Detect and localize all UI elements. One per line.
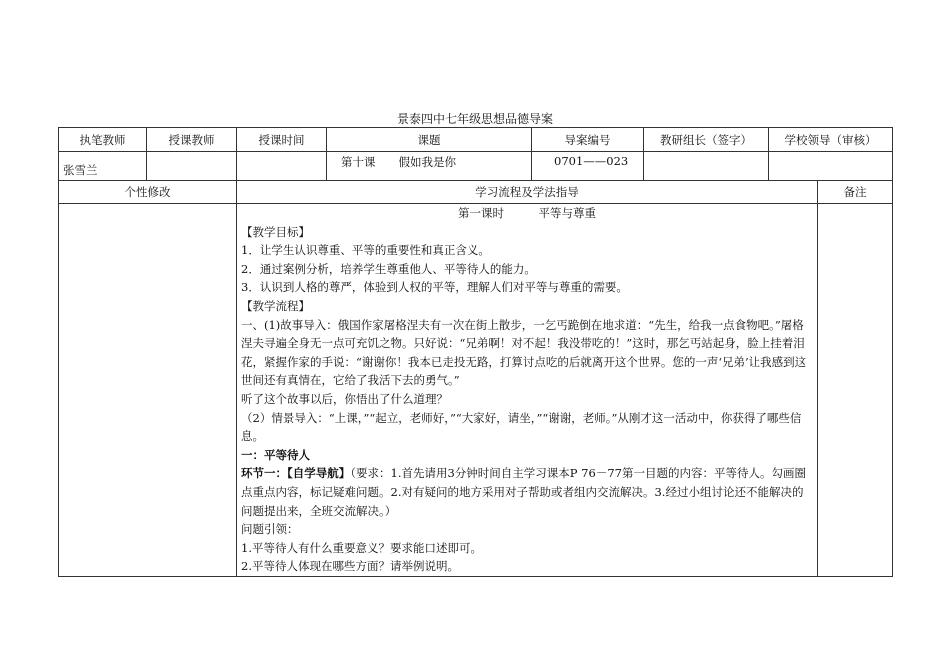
header-topic: 课题 — [327, 128, 532, 152]
topic-cell: 第十课 假如我是你 — [327, 152, 532, 181]
header-code: 导案编号 — [532, 128, 644, 152]
goal-item: 3．认识到人格的尊严，体验到人权的平等，理解人们对平等与尊重的需要。 — [241, 280, 628, 295]
lesson-content — [237, 204, 817, 576]
writer-cell: 张雪兰 — [59, 152, 147, 181]
info-row — [59, 152, 893, 181]
header-leader: 教研组长（签字） — [644, 128, 769, 152]
scene-intro: （2）情景导入：“上课，”“起立，老师好，”“大家好，请坐，”“谢谢，老师。”从刚才这一活动中，你获得了哪些信息。 — [241, 410, 802, 444]
document-title: 景泰四中七年级思想品德导案 — [396, 112, 553, 126]
story-question: 听了这个故事以后，你悟出了什么道理？ — [241, 391, 448, 406]
guide-item: 1.平等待人有什么重要意义？要求能口述即可。 — [241, 540, 482, 555]
lesson-heading: 第一课时 平等与尊重 — [458, 206, 596, 220]
guide-item: 2.平等待人体现在哪些方面？请举例说明。 — [241, 559, 459, 574]
school-leader-cell — [769, 152, 893, 181]
goal-item: 2．通过案例分析，培养学生尊重他人、平等待人的能力。 — [241, 261, 536, 276]
teacher-cell — [147, 152, 237, 181]
part1-heading: 一：平等待人 — [241, 447, 310, 462]
time-cell — [237, 152, 327, 181]
section-remarks: 备注 — [818, 181, 893, 204]
section-row — [59, 181, 893, 204]
header-teacher: 授课教师 — [147, 128, 237, 152]
header-school-leader: 学校领导（审核） — [769, 128, 893, 152]
header-writer: 执笔教师 — [59, 128, 147, 152]
goals-heading: 【教学目标】 — [241, 224, 310, 239]
content-row — [59, 204, 893, 577]
personal-edit-area — [59, 204, 237, 577]
header-row — [59, 128, 893, 152]
section-personal-edit: 个性修改 — [59, 181, 237, 204]
remarks-area — [818, 204, 893, 577]
code-cell: 0701——023 — [532, 152, 644, 181]
step1-label: 环节一：【自学导航】 — [241, 466, 351, 481]
goal-item: 1．让学生认识尊重、平等的重要性和真正含义。 — [241, 243, 490, 258]
learning-content-cell — [237, 204, 818, 577]
leader-cell — [644, 152, 769, 181]
section-learning-process: 学习流程及学法指导 — [237, 181, 818, 204]
lesson-plan-table — [58, 127, 893, 577]
process-heading: 【教学流程】 — [241, 298, 310, 313]
story-intro: 一、(1)故事导入：俄国作家屠格涅夫有一次在街上散步，一乞丐跪倒在地求道：“先生，给我一点食物吧。”屠格涅夫寻遍全身无一点可充饥之物。只好说：“兄弟啊！对不起！我没带吃的！”这时，那乞丐站起身，脸上挂着泪花，紧握作家的手说：“谢谢你！我本已走投无路，打算讨点吃的后就离开这个世界。您的一声‘兄弟’让我感到这世间还有真情在，它给了我活下去的勇气。” — [241, 317, 807, 388]
guide-heading: 问题引领： — [241, 522, 299, 537]
step1-text: （要求：1.首先请用3分钟时间自主学习课本P 76－77第一目题的内容：平等待人。勾画圈点重点内容，标记疑难问题。2.对有疑问的地方采用对子帮助或者组内交流解决。3.经过小组讨论还不能解决的问题提出来，全班交流解决。） — [241, 466, 806, 518]
step1-paragraph — [241, 464, 813, 520]
header-time: 授课时间 — [237, 128, 327, 152]
